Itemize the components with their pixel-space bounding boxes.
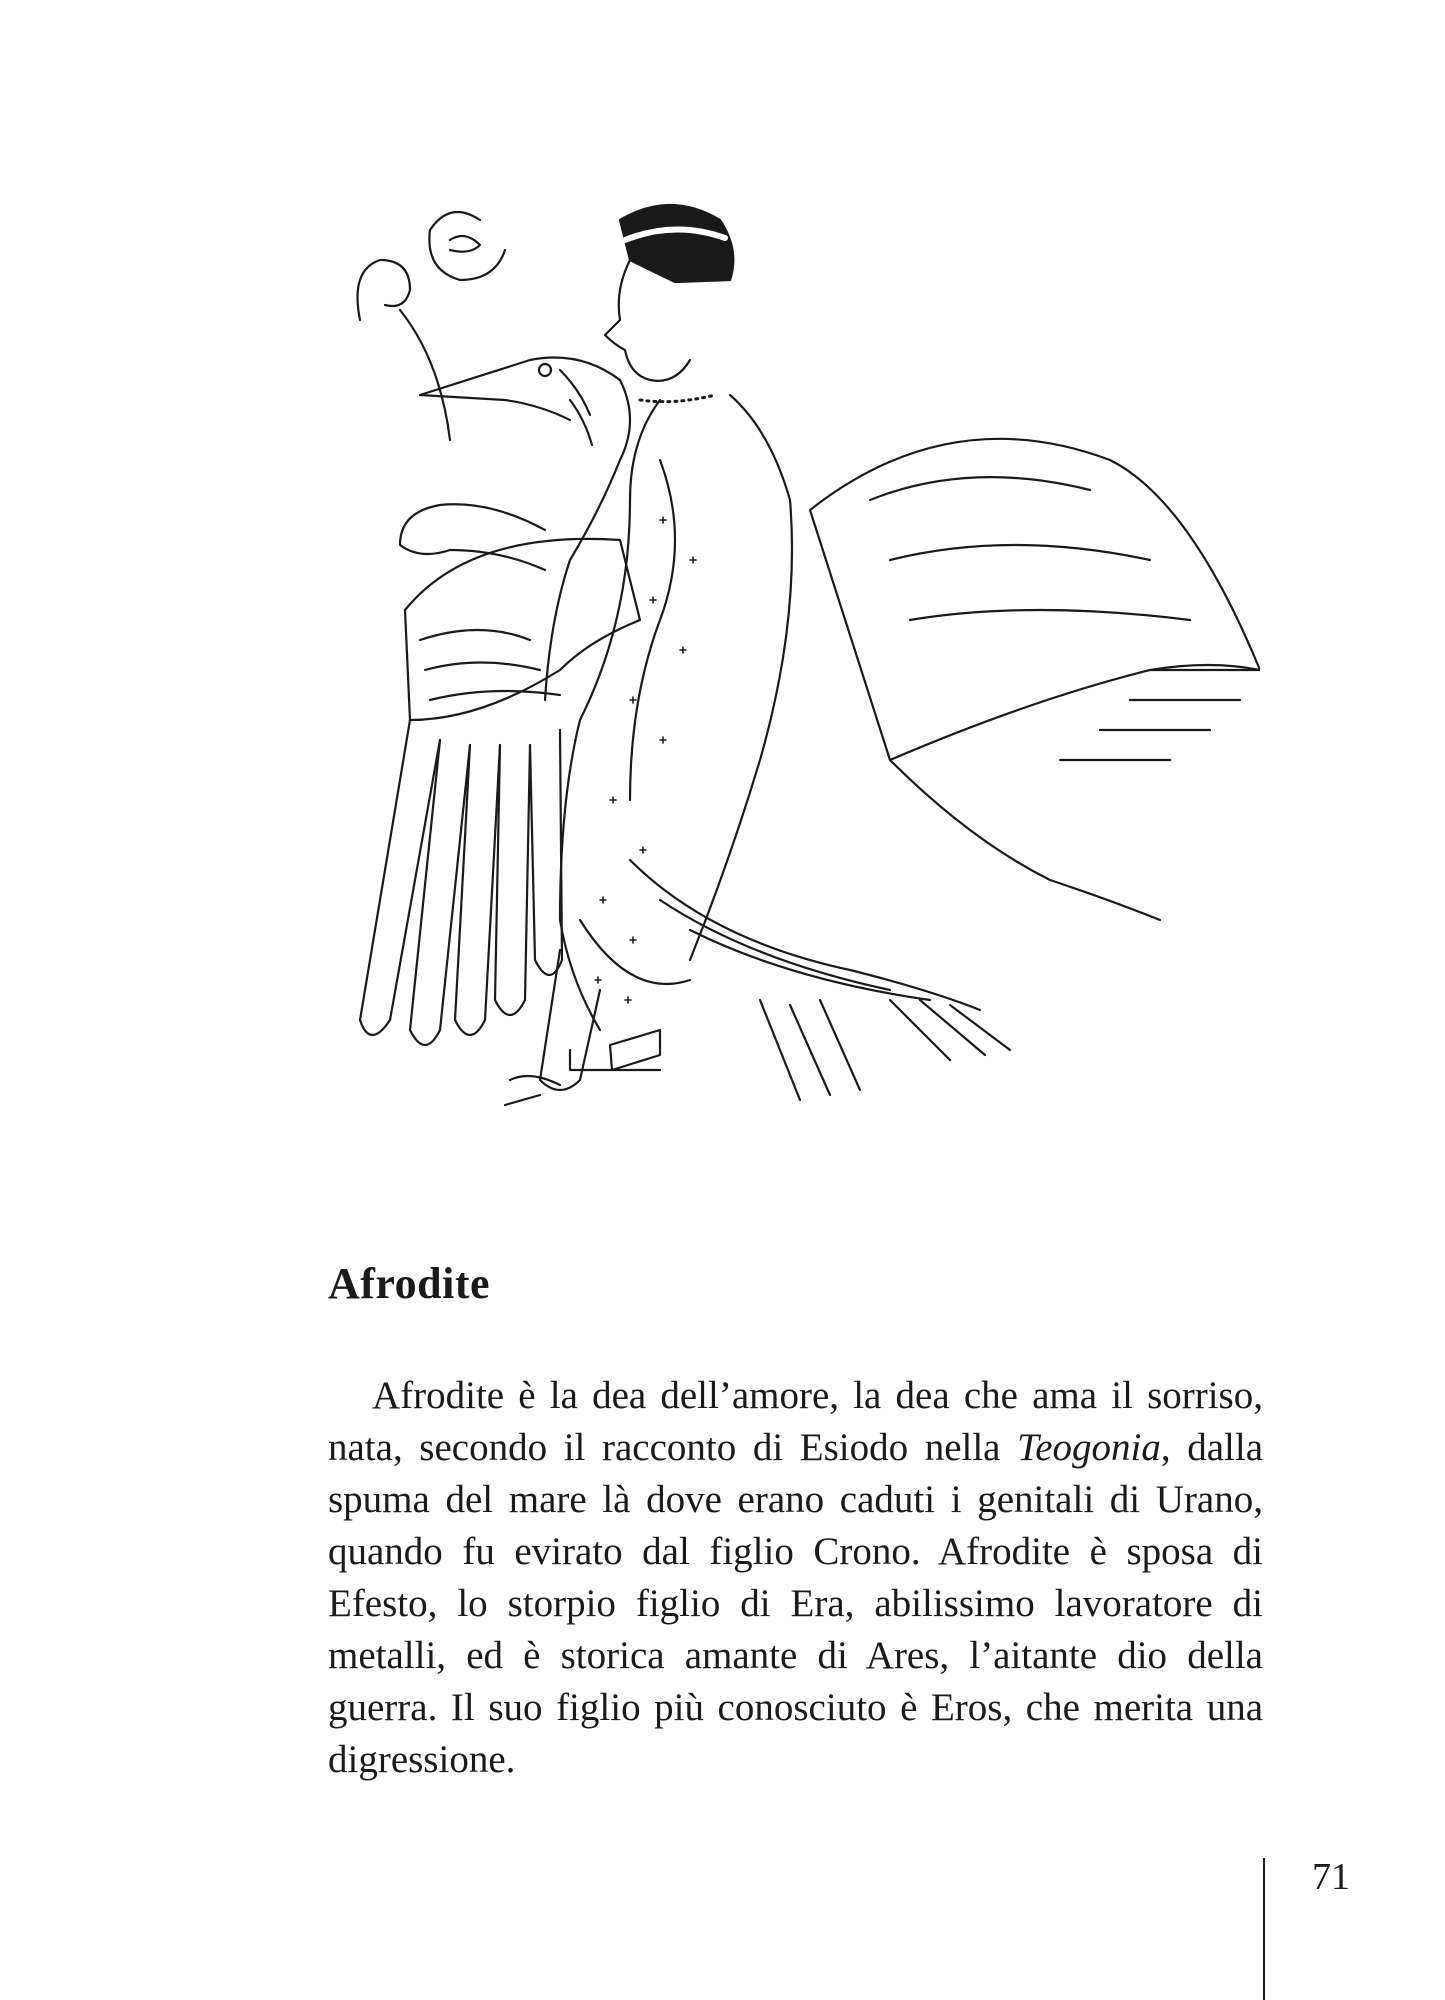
right-wing xyxy=(810,439,1260,920)
figure-head xyxy=(605,205,733,402)
paragraph-text-start: Afrodite è la dea dell’amore, la dea che ama il sorriso, nata, secondo il racconto di Esiodo nella xyxy=(328,1374,1263,1469)
illustration-afrodite-goose xyxy=(330,200,1260,1190)
line-drawing xyxy=(330,200,1260,1190)
paragraph-italic-title: Teogonia xyxy=(1017,1426,1161,1469)
page-number: 71 xyxy=(1312,1856,1350,1898)
goose-neck-head xyxy=(420,358,630,701)
section-title: Afrodite xyxy=(328,1259,491,1308)
paragraph-text-end: , dalla spuma del mare là dove erano caduti i genitali di Urano, quando fu evirato dal figlio Crono. Afrodite è sposa di Efesto, lo storpio figlio di Era, abilissimo lavoratore di metalli, ed è storica amante di Ares, l’aitante dio della guerra. Il suo figlio più conosciuto è Eros, che merita una digressione. xyxy=(328,1426,1263,1781)
body-paragraph xyxy=(328,1370,1263,1786)
left-wing xyxy=(360,539,640,1045)
tendril-ornament xyxy=(358,212,506,440)
dress-pattern xyxy=(595,517,696,1003)
page-number-rule xyxy=(1263,1858,1265,2000)
figure-drapery xyxy=(400,395,792,1105)
